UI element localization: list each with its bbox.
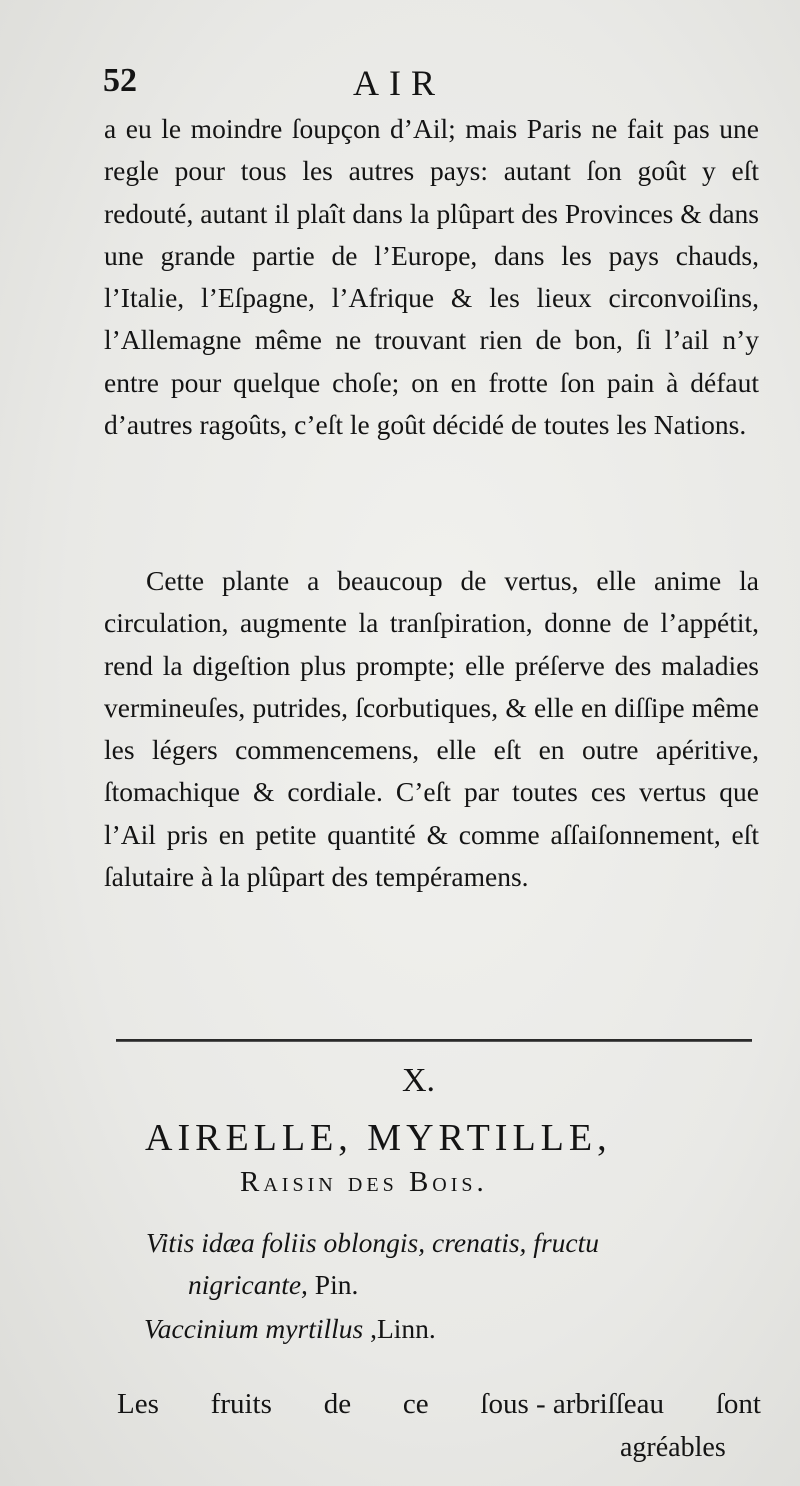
synonym-1-latin: Vitis idæa foliis oblongis, crenatis, fructu	[146, 1227, 599, 1258]
synonym-1	[146, 1222, 599, 1264]
closing-line	[117, 1388, 761, 1421]
running-head: AIR	[353, 63, 445, 103]
section-number: X.	[402, 1062, 436, 1099]
closing-word: Les	[117, 1388, 159, 1420]
section-divider	[116, 1037, 752, 1043]
entry-title: AIRELLE, MYRTILLE,	[145, 1117, 612, 1159]
synonym-2-latin: Vaccinium myrtillus	[144, 1313, 364, 1344]
synonym-1-author: Pin.	[307, 1269, 359, 1300]
synonym-2	[144, 1308, 436, 1350]
synonym-1-latin-cont: nigricante,	[188, 1269, 308, 1300]
page-header	[103, 62, 663, 112]
catchword: agréables	[620, 1432, 726, 1463]
page-number: 52	[103, 62, 137, 99]
closing-word: fruits	[210, 1388, 272, 1420]
closing-word: ſont	[715, 1388, 761, 1420]
paragraph-2: Cette plante a beaucoup de vertus, elle anime la circulation, augmente la tranſpiration, donne de l’appétit, rend la digeſtion plus prompte; elle préſerve des maladies vermineuſes, putrides, ſcorbutiques, & elle en diſſipe même les légers commencemens, elle eſt en outre apéritive, ſtomachique & cordiale. C’eſt par toutes ces vertus que l’Ail pris en petite quantité & comme aſſaiſonnement, eſt ſalutaire à la plûpart des tempéramens.	[104, 565, 759, 893]
synonym-2-author: ,Linn.	[363, 1313, 436, 1344]
closing-word: de	[323, 1388, 352, 1420]
synonym-1-continuation	[188, 1264, 358, 1306]
closing-word: ſous - arbriſſeau	[480, 1388, 665, 1420]
entry-subtitle: Raisin des Bois.	[240, 1166, 488, 1198]
closing-word: ce	[402, 1388, 429, 1420]
paragraph-1: a eu le moindre ſoupçon d’Ail; mais Paris ne fait pas une regle pour tous les autres pays: autant ſon goût y eſt redouté, autant il plaît dans la plûpart des Provinces & dans une grande partie de l’Europe, dans les pays chauds, l’Italie, l’Eſpagne, l’Afrique & les lieux circonvoiſins, l’Allemagne même ne trouvant rien de bon, ſi l’ail n’y entre pour quelque choſe; on en frotte ſon pain à défaut d’autres ragoûts, c’eſt le goût décidé de toutes les Nations.	[104, 113, 759, 441]
